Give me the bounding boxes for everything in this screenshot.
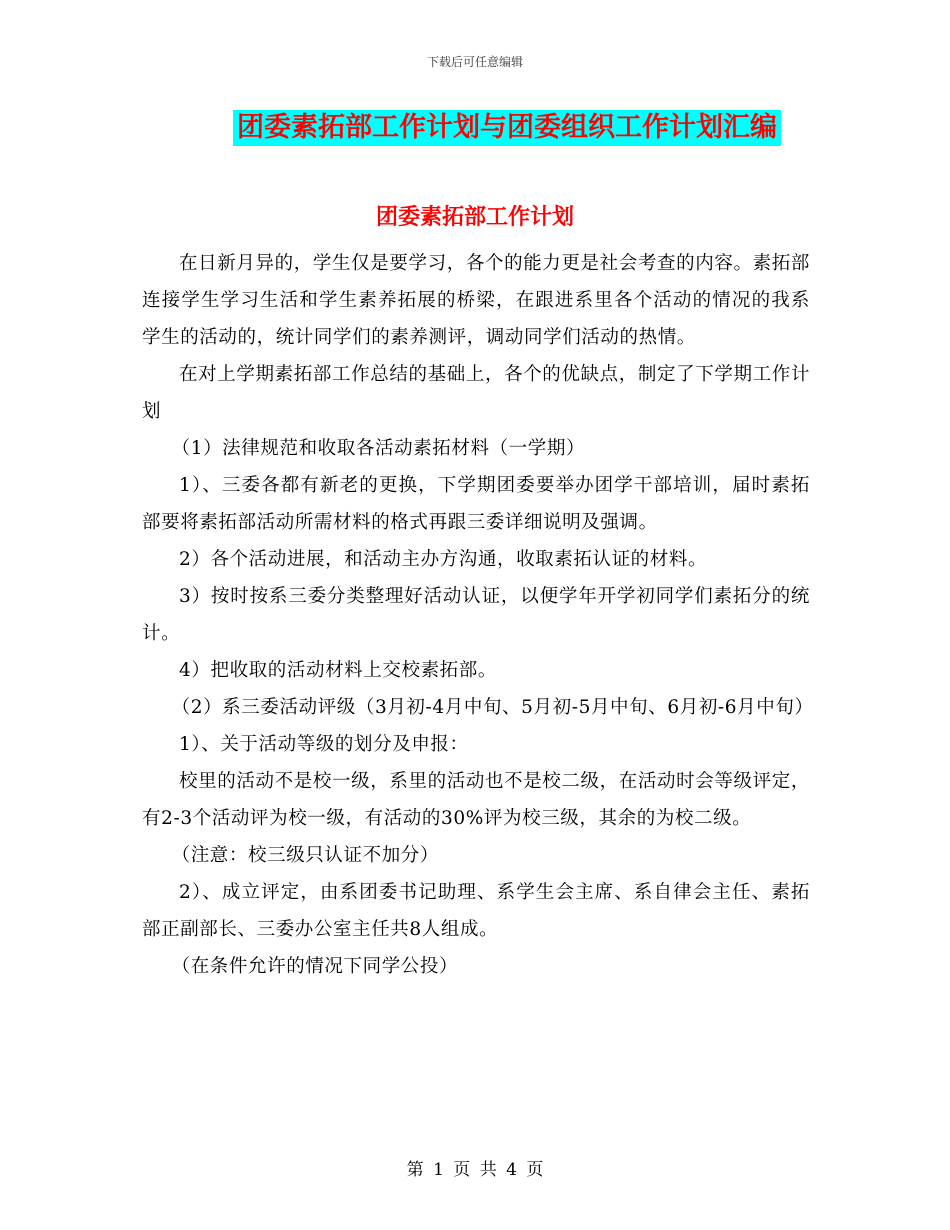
- paragraph: （1）法律规范和收取各活动素拓材料（一学期）: [171, 438, 586, 459]
- paragraph: 校里的活动不是校一级，系里的活动也不是校二级，在活动时会等级评定，有2-3个活动评为校一级，有活动的30%评为校三级，其余的为校二级。: [142, 771, 810, 829]
- paragraph: 2）、成立评定，由系团委书记助理、系学生会主席、系自律会主任、素拓部正副部长、三委办公室主任共8人组成。: [142, 882, 810, 940]
- page-footer: 第 1 页 共 4 页: [406, 1160, 544, 1180]
- paragraph: 1）、三委各都有新老的更换，下学期团委要举办团学干部培训，届时素拓部要将素拓部活动所需材料的格式再跟三委详细说明及强调。: [142, 475, 810, 533]
- document-title: 团委素拓部工作计划与团委组织工作计划汇编: [233, 110, 781, 146]
- paragraph: （2）系三委活动评级（3月初-4月中旬、5月初-5月中旬、6月初-6月中旬）: [171, 697, 814, 718]
- section-title: 团委素拓部工作计划: [375, 205, 574, 230]
- document-body: [142, 245, 814, 985]
- paragraph: （注意：校三级只认证不加分）: [171, 845, 439, 866]
- paragraph: （在条件允许的情况下同学公投）: [171, 956, 459, 977]
- header-note: 下载后可任意编辑: [426, 55, 523, 69]
- paragraph: 2）各个活动进展，和活动主办方沟通，收取素拓认证的材料。: [179, 549, 708, 570]
- paragraph: 在日新月异的，学生仅是要学习，各个的能力更是社会考查的内容。素拓部连接学生学习生活和学生素养拓展的桥梁，在跟进系里各个活动的情况的我系学生的活动的，统计同学们的素养测评，调动同学们活动的热情。: [142, 253, 810, 348]
- paragraph: 4）把收取的活动材料上交校素拓部。: [179, 660, 497, 681]
- paragraph: 3）按时按系三委分类整理好活动认证，以便学年开学初同学们素拓分的统计。: [142, 586, 810, 644]
- paragraph: 在对上学期素拓部工作总结的基础上，各个的优缺点，制定了下学期工作计划: [142, 364, 810, 422]
- paragraph: 1）、关于活动等级的划分及申报：: [179, 734, 469, 755]
